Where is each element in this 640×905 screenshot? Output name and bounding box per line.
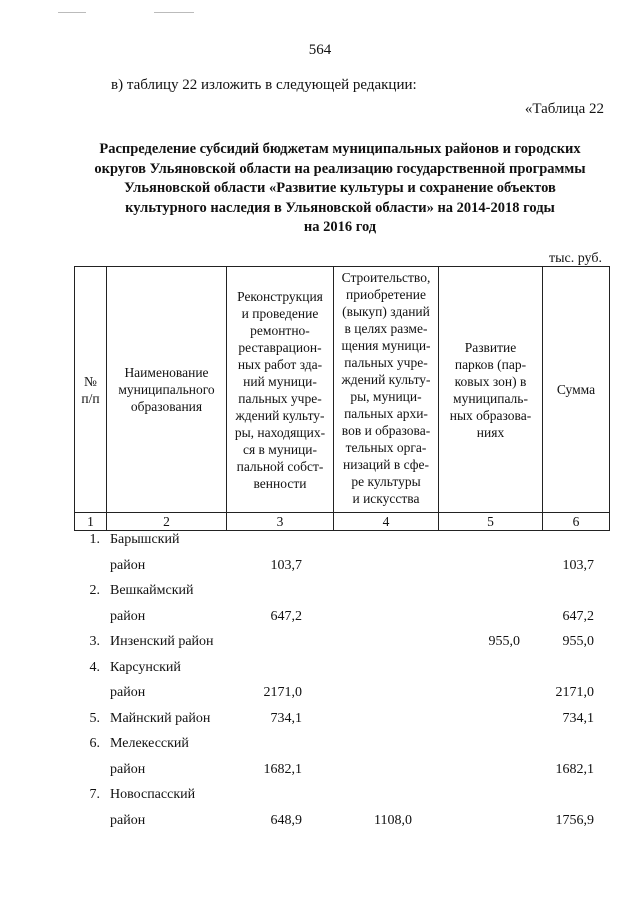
document-title	[60, 140, 620, 238]
title-line: на 2016 год	[303, 219, 377, 235]
header-line: Реконструкция	[237, 288, 323, 304]
table-header-row	[75, 267, 610, 513]
title-line: округов Ульяновской области на реализацию государственной программы	[94, 160, 586, 177]
amount-value: 648,9	[270, 812, 302, 828]
column-index: 6	[543, 513, 610, 531]
municipality-name: Инзенский район	[110, 634, 214, 649]
header-line: щения муници-	[341, 338, 431, 353]
header-line: ниях	[476, 424, 505, 440]
header-line: Строительство,	[341, 270, 431, 285]
header-line: ний муници-	[243, 373, 317, 389]
scan-artifact	[154, 12, 194, 13]
sum-value: 103,7	[562, 557, 594, 573]
table-row	[0, 532, 640, 583]
sum-value: 1756,9	[555, 812, 594, 828]
table-row	[0, 660, 640, 711]
column-index-row	[75, 513, 610, 531]
municipality-name: Майнский район	[110, 710, 211, 726]
table-caption: «Таблица 22	[524, 101, 604, 117]
amount-value: 1682,1	[263, 761, 302, 777]
header-line: ных работ зда-	[237, 356, 323, 372]
municipality-name: Барышский	[110, 532, 180, 547]
column-index: 3	[227, 513, 334, 531]
municipality-name: Карсунский	[110, 659, 181, 675]
municipality-name: район	[110, 761, 146, 777]
sum-value: 2171,0	[555, 685, 594, 700]
table-body	[0, 532, 640, 838]
header-line: (выкуп) зданий	[342, 304, 430, 319]
row-number: 5.	[89, 710, 100, 726]
column-index: 1	[75, 513, 107, 531]
header-line: тельных орга-	[345, 440, 427, 455]
column-index: 5	[439, 513, 543, 531]
scan-artifact	[58, 12, 86, 13]
table-row	[0, 583, 640, 634]
sum-value: 734,1	[562, 710, 594, 726]
table-row	[0, 634, 640, 660]
page-number: 564	[308, 42, 332, 58]
header-line: и проведение	[241, 305, 319, 321]
municipality-name: Вешкаймский	[110, 583, 194, 598]
title-line: Распределение субсидий бюджетам муниципальных районов и городских	[99, 141, 581, 157]
header-line: Наименование	[124, 365, 209, 380]
header-line: ждений культу-	[235, 407, 325, 423]
row-number: 1.	[89, 532, 100, 547]
header-line: пальных учре-	[238, 390, 322, 406]
header-number	[75, 267, 107, 513]
table-row	[0, 711, 640, 737]
header-line: ры, находящих-	[234, 424, 326, 440]
header-line: пальных учре-	[344, 355, 428, 370]
header-line: образования	[130, 399, 203, 414]
header-line: венности	[253, 475, 307, 491]
units-label: тыс. руб.	[549, 251, 602, 266]
header-line: ных образова-	[449, 407, 532, 423]
header-line: Развитие	[464, 339, 517, 355]
header-parks	[439, 267, 543, 513]
amount-value: 955,0	[488, 634, 520, 649]
header-line: пальных архи-	[344, 406, 428, 421]
municipality-name: район	[110, 812, 146, 828]
header-line: ся в муници-	[242, 441, 317, 457]
sum-value: 1682,1	[555, 761, 594, 777]
header-line: №	[84, 373, 97, 389]
header-line: ры, муници-	[350, 389, 422, 404]
column-index: 4	[334, 513, 439, 531]
table-row	[0, 736, 640, 787]
header-line: парков (пар-	[454, 356, 527, 372]
header-sum	[543, 267, 610, 513]
amount-value: 1108,0	[374, 812, 412, 828]
header-line: Сумма	[556, 382, 596, 397]
municipality-name: район	[110, 608, 146, 624]
table-row	[0, 787, 640, 838]
header-line: ковых зон) в	[454, 373, 527, 389]
intro-text: в) таблицу 22 изложить в следующей редакции:	[111, 77, 417, 93]
municipality-name: Мелекесский	[110, 736, 189, 751]
header-line: ре культуры	[351, 474, 421, 489]
row-number: 6.	[89, 736, 100, 751]
header-line: вов и образова-	[341, 423, 431, 438]
amount-value: 734,1	[270, 710, 302, 726]
title-line: культурного наследия в Ульяновской области» на 2014-2018 годы	[125, 199, 555, 216]
amount-value: 2171,0	[263, 685, 302, 700]
header-line: ремонтно-	[250, 322, 310, 338]
header-line: приобретение	[346, 287, 426, 302]
header-line: и искусства	[352, 491, 420, 506]
row-number: 3.	[89, 634, 100, 649]
amount-value: 647,2	[270, 608, 302, 624]
header-line: в целях разме-	[344, 321, 428, 336]
row-number: 7.	[89, 787, 100, 802]
municipality-name: район	[110, 685, 146, 700]
row-number: 4.	[89, 659, 100, 675]
row-number: 2.	[89, 583, 100, 598]
municipality-name: Новоспасский	[110, 787, 196, 802]
header-reconstruction	[227, 267, 334, 513]
header-line: реставрацион-	[238, 339, 322, 355]
header-municipality	[107, 267, 227, 513]
header-line: п/п	[81, 390, 100, 406]
header-line: муниципаль-	[453, 390, 528, 406]
amount-value: 103,7	[270, 557, 302, 573]
header-construction	[334, 267, 439, 513]
title-line: Ульяновской области «Развитие культуры и сохранение объектов	[124, 180, 556, 196]
header-line: муниципального	[118, 382, 215, 397]
column-index: 2	[107, 513, 227, 531]
header-line: пальной собст-	[236, 458, 324, 474]
header-line: ждений культу-	[341, 372, 431, 387]
subsidy-table	[74, 266, 610, 531]
sum-value: 647,2	[562, 608, 594, 624]
sum-value: 955,0	[562, 634, 594, 649]
municipality-name: район	[110, 557, 146, 573]
header-line: низаций в сфе-	[343, 457, 429, 472]
